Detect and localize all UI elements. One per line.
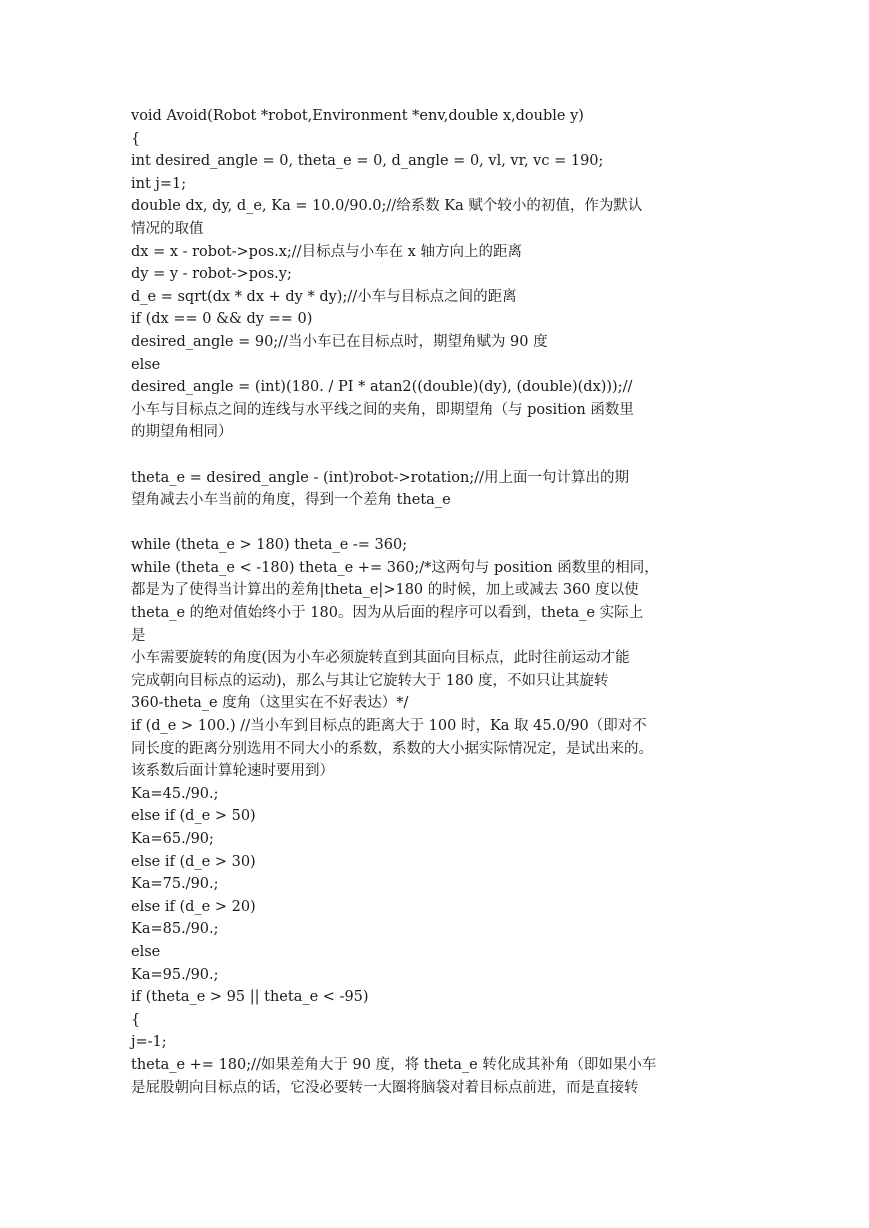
code-line: desired_angle = 90;//当小车已在目标点时，期望角赋为 90 度	[131, 333, 548, 350]
code-line: int j=1;	[131, 175, 187, 192]
code-line: else	[131, 943, 161, 960]
blank-line	[131, 512, 741, 535]
code-line: else if (d_e > 20)	[131, 898, 256, 915]
code-listing	[131, 105, 741, 1099]
code-line: else if (d_e > 50)	[131, 808, 256, 825]
code-line: {	[131, 130, 141, 147]
code-line: 该系数后面计算轮速时要用到）	[131, 763, 334, 780]
code-line: theta_e += 180;//如果差角大于 90 度，将 theta_e 转化成其补角（即如果小车	[131, 1056, 657, 1073]
code-line: if (d_e > 100.) //当小车到目标点的距离大于 100 时，Ka 取 45.0/90（即对不	[131, 718, 647, 735]
code-line: while (theta_e > 180) theta_e -= 360;	[131, 537, 408, 554]
code-line: j=-1;	[131, 1034, 167, 1051]
code-line: Ka=75./90.;	[131, 876, 219, 893]
code-line: Ka=65./90;	[131, 831, 214, 847]
code-line: 都是为了使得当计算出的差角|theta_e|>180 的时候，加上或减去 360 度以使	[131, 582, 639, 599]
code-line: 是屁股朝向目标点的话，它没必要转一大圈将脑袋对着目标点前进，而是直接转	[131, 1079, 639, 1096]
code-line: dx = x - robot->pos.x;//目标点与小车在 x 轴方向上的距离	[131, 243, 522, 260]
code-line: void Avoid(Robot *robot,Environment *env,double x,double y)	[131, 108, 584, 124]
code-line: 情况的取值	[131, 220, 204, 237]
code-line: Ka=95./90.;	[131, 966, 219, 983]
code-line: 小车需要旋转的角度(因为小车必须旋转直到其面向目标点，此时往前运动才能	[131, 650, 630, 667]
code-line: 完成朝向目标点的运动)，那么与其让它旋转大于 180 度，不如只让其旋转	[131, 672, 609, 689]
code-line: Ka=85./90.;	[131, 921, 219, 938]
code-line: Ka=45./90.;	[131, 785, 219, 802]
blank-line	[131, 444, 741, 467]
code-line: else if (d_e > 30)	[131, 853, 256, 870]
code-line: int desired_angle = 0, theta_e = 0, d_angle = 0, vl, vr, vc = 190;	[131, 153, 604, 170]
code-line: theta_e 的绝对值始终小于 180。因为从后面的程序可以看到，theta_e 实际上	[131, 605, 644, 622]
code-line: else	[131, 356, 161, 373]
code-line: theta_e = desired_angle - (int)robot->rotation;//用上面一句计算出的期	[131, 469, 629, 486]
code-line: d_e = sqrt(dx * dx + dy * dy);//小车与目标点之间的距离	[131, 288, 517, 305]
code-line: {	[131, 1011, 141, 1028]
code-line: while (theta_e < -180) theta_e += 360;/*这两句与 position 函数里的相同，	[131, 559, 659, 576]
code-line: desired_angle = (int)(180. / PI * atan2((double)(dy), (double)(dx)));//	[131, 379, 633, 396]
code-line: 小车与目标点之间的连线与水平线之间的夹角，即期望角（与 position 函数里	[131, 401, 634, 418]
code-line: dy = y - robot->pos.y;	[131, 266, 292, 283]
code-line: if (theta_e > 95 || theta_e < -95)	[131, 989, 369, 1006]
code-line: if (dx == 0 && dy == 0)	[131, 311, 313, 328]
code-line: 同长度的距离分别选用不同大小的系数，系数的大小据实际情况定，是试出来的。	[131, 740, 653, 757]
code-line: 的期望角相同）	[131, 424, 233, 441]
code-line: 是	[131, 627, 146, 644]
code-line: double dx, dy, d_e, Ka = 10.0/90.0;//给系数 Ka 赋个较小的初值，作为默认	[131, 198, 643, 215]
code-line: 360-theta_e 度角（这里实在不好表达）*/	[131, 695, 409, 712]
code-line: 望角减去小车当前的角度，得到一个差角 theta_e	[131, 492, 451, 509]
